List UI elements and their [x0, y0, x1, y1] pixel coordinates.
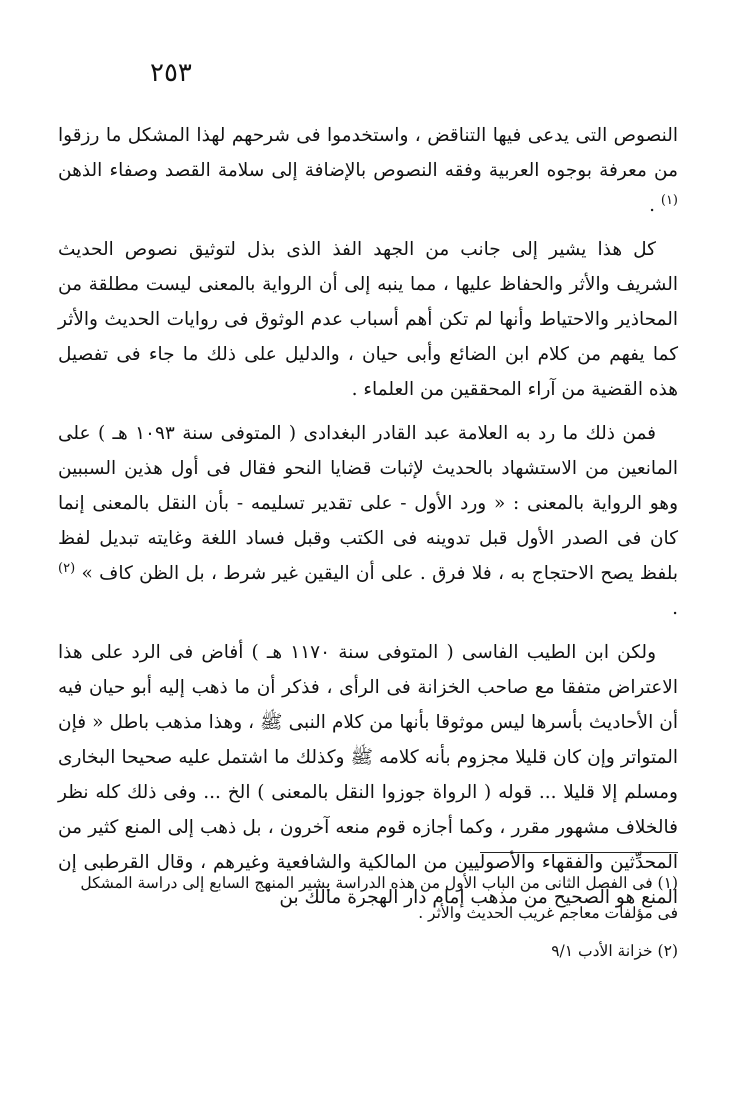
- footnote-ref-1: (١): [660, 192, 678, 208]
- page-number: ٢٥٣: [150, 58, 192, 88]
- footnote-separator: [480, 852, 678, 853]
- paragraph-tail: .: [649, 195, 661, 216]
- footnote-1: (١) فى الفصل الثانى من الباب الأول من هذه الدراسة يشير المنهج السابع إلى دراسة المشكل فى مؤلفات معاجم غريب الحديث والأثر .: [80, 874, 678, 922]
- paragraph-2: [58, 232, 678, 407]
- footnote-ref-2: (٢): [58, 560, 76, 576]
- paragraph-text: فمن ذلك ما رد به العلامة عبد القادر البغدادى ( المتوفى سنة ١٠٩٣ هـ ) على المانعين من الاستشهاد بالحديث لإثبات قضايا النحو فقال فى أول هذين السببين وهو الرواية بالمعنى : « ورد الأول - على تقدير تسليمه - بأن النقل بالمعنى إنما كان فى الصدر الأول قبل تدوينه فى الكتب وقبل فساد اللغة وغايته تبديل لفظ بلفظ يصح الاحتجاج به ، فلا فرق . على أن اليقين غير شرط ، بل الظن كاف »: [58, 423, 678, 584]
- footnotes: [58, 868, 678, 974]
- paragraph-text: كل هذا يشير إلى جانب من الجهد الفذ الذى بذل لتوثيق نصوص الحديث الشريف والأثر والحفاظ عليها ، مما ينبه إلى أن الرواية بالمعنى ليست مطلقة من المحاذير والاحتياط وأنها لم تكن أهم أسباب عدم الوثوق فى روايات الحديث والأثر كما يفهم من كلام ابن الضائع وأبى حيان ، والدليل على ذلك ما جاء فى تفصيل هذه القضية من آراء المحققين من العلماء .: [58, 239, 678, 400]
- main-text: [58, 118, 678, 924]
- paragraph-text: النصوص التى يدعى فيها التناقض ، واستخدموا فى شرحهم لهذا المشكل ما رزقوا من معرفة بوجوه العربية وفقه النصوص بالإضافة إلى سلامة القصد وصفاء الذهن: [58, 125, 678, 181]
- paragraph-text: ولكن ابن الطيب الفاسى ( المتوفى سنة ١١٧٠ هـ ) أفاض فى الرد على هذا الاعتراض متفقا مع صاحب الخزانة فى الرأى ، فذكر أن ما ذهب إليه أبو حيان فيه أن الأحاديث بأسرها ليس موثوقا بأنها من كلام النبى ﷺ ، وهذا مذهب باطل « فإن المتواتر وإن كان قليلا مجزوم بأنه كلامه ﷺ وكذلك ما اشتمل عليه صحيحا البخارى ومسلم إلا قليلا ... قوله ( الرواة جوزوا النقل بالمعنى ) الخ ... وفى ذلك كله نظر فالخلاف مشهور مقرر ، وكما أجازه قوم منعه آخرون ، بل ذهب إلى المنع كثير من المحدِّثين والفقهاء والأصوليين من المالكية والشافعية وغيرهم ، وقال القرطبى إن المنع هو الصحيح من مذهب إمام دار الهجرة مالك بن: [58, 642, 678, 908]
- paragraph-tail: .: [672, 598, 678, 619]
- paragraph-1: [58, 118, 678, 223]
- footnote-2: (٢) خزانة الأدب ٩/١: [551, 942, 678, 960]
- paragraph-3: [58, 416, 678, 626]
